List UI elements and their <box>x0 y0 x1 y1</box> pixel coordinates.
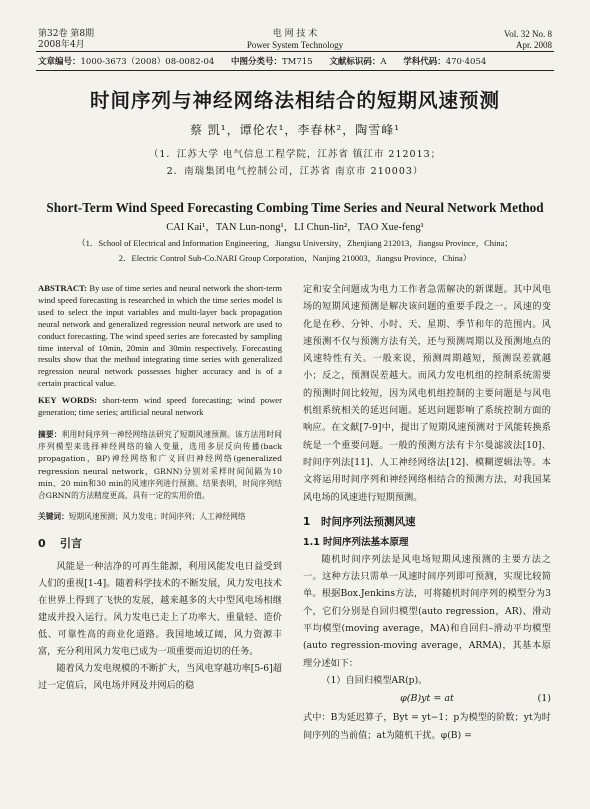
subsection-1-1-title: 时间序列法基本原理 <box>323 536 409 548</box>
authors-cn: 蔡 凯¹，谭伦农¹，李春林²，陶雪峰¹ <box>189 123 401 137</box>
doc-code: A <box>380 57 387 67</box>
equation-explanation: 式中：B为延迟算子，Byt = yt−1；p为模型的阶数；yt为时间序列的当前值；at为随机干扰。φ(B) = <box>303 712 551 741</box>
affiliation-en-1: （1．School of Electrical and Information Engineering，Jiangsu University，Zhenjiang 212013，Jiangsu Province，China； <box>77 238 513 248</box>
subject-code: 470·4054 <box>445 57 487 67</box>
abstract-cn <box>38 429 282 502</box>
affiliation-en-2: 2．Electric Control Sub-Co.NARI Group Corporation，Nanjing 210003，Jiangsu Province，China） <box>118 253 472 263</box>
article-id: 1000-3673（2008）08-0082-04 <box>80 57 215 67</box>
journal-name-cn: 电 网 技 术 <box>272 29 318 39</box>
equation-1-body: φ(B)yt = at <box>400 693 454 705</box>
intro-paragraph-1: 风能是一种洁净的可再生能源，利用风能发电日益受到人们的重视[1-4]。随着科学技术的不断发展，风力发电技术在世界上得到了飞快的发展，越来越多的大中型风电场相继建成并投入运行。风力发电已走上了功率大、重量轻、造价低、可靠性高的商业化道路。我国地域辽阔，风力资源丰富，充分利用风力发电已成为一项重要而迫切的任务。 <box>38 561 282 657</box>
journal-name <box>200 29 390 51</box>
abstract-en-label: ABSTRACT: <box>38 283 88 293</box>
keywords-en-label: KEY WORDS: <box>38 395 98 406</box>
keywords-cn-label: 关键词： <box>38 512 69 522</box>
section-1-number: 1 <box>303 515 311 528</box>
keywords-en-text: short-term wind speed forecasting; wind power generation; time series; artificial neural network <box>38 395 282 418</box>
affiliation-cn-1: （1．江苏大学 电气信息工程学院，江苏省 镇江市 212013； <box>148 149 442 160</box>
journal-volume: 第32卷 第8期 <box>38 29 95 39</box>
journal-volume-en <box>504 29 552 51</box>
journal-issue-info <box>38 29 94 51</box>
section-1-heading <box>303 514 551 530</box>
journal-date: 2008年4月 <box>38 40 85 50</box>
left-column <box>38 283 282 694</box>
subject-code-label: 学科代码： <box>403 57 446 67</box>
abstract-cn-label: 摘要： <box>38 429 62 439</box>
keywords-cn-text: 短期风速预测；风力发电；时间序列；人工神经网络 <box>68 512 246 522</box>
journal-name-en: Power System Technology <box>246 40 344 50</box>
ar-model-item: （1）自回归模型AR(p)。 <box>321 674 428 686</box>
section-0-number: 0 <box>38 537 46 551</box>
header-rule <box>36 51 554 52</box>
method-paragraph: 随机时间序列法是风电场短期风速预测的主要方法之一。这种方法只需单一风速时间序列即可预测，实现比较简单。根据Box.Jenkins方法，可将随机时间序列的模型分为3个，它们分别是自回归模型(auto regression，AR)、滑动平均模型(moving average，MA)和自回归–滑动平均模型(auto regression-moving average，ARMA)，其基本原理分述如下： <box>303 553 551 669</box>
paper-title-cn: 时间序列与神经网络法相结合的短期风速预测 <box>89 89 500 112</box>
section-0-title: 引言 <box>60 537 82 551</box>
intro-paragraph-continued: 定和安全问题成为电力工作者急需解决的新课题。其中风电场的短期风速预测是解决该问题的重要手段之一。风速的变化是在秒、分钟、小时、天、星期、季节和年的范围内。风速预测不仅与预测方法有关，还与预测周期以及预测地点的风速特性有关。一般来说，预测周期越短，预测误差就越小；反之，预测误差越大。而风力发电机组的控制系统需要的预测时间比较短，因为风电机组控制的主要问题是与风电机组系统相关的延迟问题。延迟问题影响了系统控制方面的响应。在文献[7-9]中，提出了短期风速预测对于风能转换系统是一个重要问题。一般的预测方法有卡尔曼滤波法[10]、时间序列法[11]、人工神经网络法[12]、模糊逻辑法等。本文将运用时间序列和神经网络相结合的预测方法，对我国某风电场的风速进行短期预测。 <box>303 284 551 503</box>
authors-en: CAI Kai¹，TAN Lun-nong¹，LI Chun-lin²，TAO Xue-feng¹ <box>166 222 424 233</box>
equation-1-number: (1) <box>537 693 551 705</box>
intro-paragraph-2: 随着风力发电规模的不断扩大，当风电穿越功率[5-6]超过一定值后，风电场并网及并网后的稳 <box>38 662 282 691</box>
date-en: Apr. 2008 <box>516 40 552 50</box>
section-1-title: 时间序列法预测风速 <box>321 515 416 528</box>
article-meta-line <box>38 57 486 68</box>
clc-number: TM715 <box>282 57 313 67</box>
affiliation-cn-2: 2．南瑞集团电气控制公司，江苏省 南京市 210003） <box>166 166 424 177</box>
right-column <box>303 281 551 744</box>
paper-title-en: Short-Term Wind Speed Forecasting Combing Time Series and Neural Network Method <box>46 200 544 215</box>
subsection-1-1-heading <box>303 534 551 551</box>
meta-rule <box>36 70 554 71</box>
equation-1 <box>303 689 551 709</box>
clc-label: 中图分类号： <box>231 57 283 67</box>
section-0-heading <box>38 535 282 551</box>
keywords-cn <box>38 511 282 523</box>
doc-code-label: 文献标识码： <box>329 57 381 67</box>
abstract-en <box>38 283 282 390</box>
abstract-cn-text: 利用时间序列一神经网络法研究了短期风速预测。该方法用时间序列模型来选择神经网络的输入变量，选用多层反向传播(back propagation，BP)神经网络和广义回归神经网络(generalized regression neural network，GRNN)分别对采样时间间隔为10 min、20 min和30 min的风速序列进行预测。结果表明，时间序列结合GRNN的方法精度更高，具有一定的实用价值。 <box>38 429 282 500</box>
abstract-en-text: By use of time series and neural network the short-term wind speed forecasting is researched in which the time series model is used to select the input variables and multi-layer back propagation neural network and generalized regression neural network are used to conduct forecasting. The wind speed series are forecasted by sampling time interval of 10min, 20min and 30min respectively. Forecasting results show that the method integrating time series with generalized regression neural network possesses higher accuracy and is of a certain practical value. <box>38 283 282 389</box>
volume-en: Vol. 32 No. 8 <box>503 29 552 39</box>
keywords-en <box>38 395 282 419</box>
subsection-1-1-number: 1.1 <box>303 536 320 548</box>
article-id-label: 文章编号： <box>38 57 81 67</box>
